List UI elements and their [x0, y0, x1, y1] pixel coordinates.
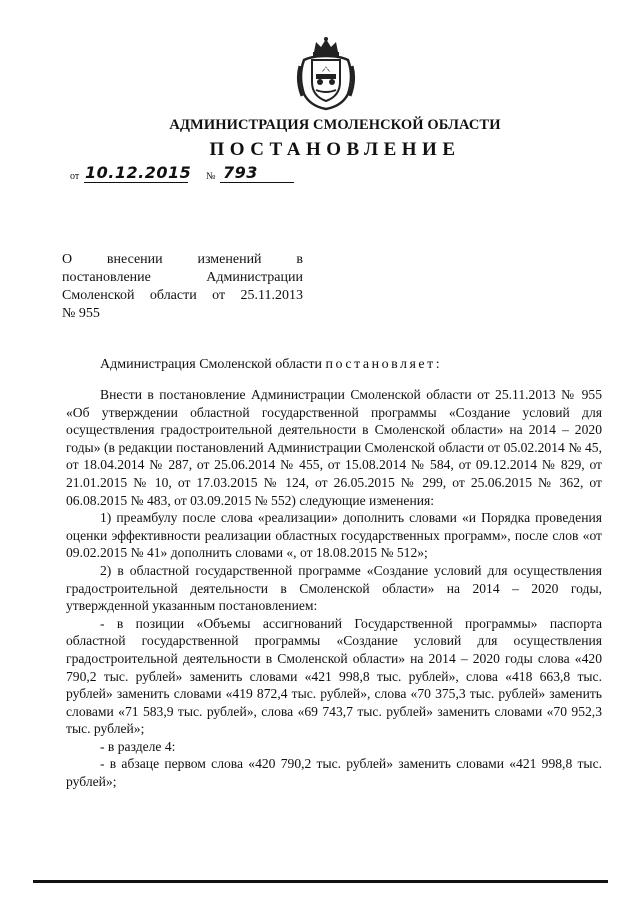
- subject-line: [62, 287, 303, 305]
- document-body: [66, 386, 602, 791]
- subject-word: от: [212, 288, 226, 303]
- subject-word: в: [296, 252, 303, 267]
- body-paragraph: Внести в постановление Администрации Смоленской области от 25.11.2013 № 955 «Об утверждении областной государственной программы «Создание условий для осуществления градостроительной деятельности в Смоленской области» на 2014 – 2020 годы» (в редакции постановлений Администрации Смоленской области от 05.02.2014 № 45, от 18.04.2014 № 287, от 25.06.2014 № 455, от 15.08.2014 № 584, от 09.12.2014 № 829, от 21.01.2015 № 10, от 17.03.2015 № 124, от 26.05.2015 № 299, от 25.06.2015 № 362, от 06.08.2015 № 483, от 03.09.2015 № 552) следующие изменения:: [66, 387, 602, 508]
- body-paragraph: - в позиции «Объемы ассигнований Государственной программы» паспорта областной государственной программы «Создание условий для осуществления градостроительной деятельности в Смоленской области» на 2014 – 2020 годы слова «420 790,2 тыс. рублей» заменить словами «421 998,8 тыс. рублей», слова «418 663,8 тыс. рублей» заменить словами «419 872,4 тыс. рублей», слова «70 375,3 тыс. рублей» заменить словами «71 583,9 тыс. рублей», слова «69 743,7 тыс. рублей» заменить словами «70 952,3 тыс. рублей»;: [66, 615, 602, 737]
- body-paragraph: - в абзаце первом слова «420 790,2 тыс. рублей» заменить словами «421 998,8 тыс. рублей»;: [66, 756, 602, 790]
- subject-word: внесении: [106, 252, 163, 267]
- number-label: №: [206, 171, 216, 182]
- date-number-line: [70, 163, 310, 185]
- org-title: АДМИНИСТРАЦИЯ СМОЛЕНСКОЙ ОБЛАСТИ: [169, 117, 501, 133]
- subject-line: № 955: [62, 306, 100, 321]
- date-value: 10.12.2015: [85, 163, 192, 182]
- subject-word: изменений: [197, 252, 262, 267]
- document-type-title: ПОСТАНОВЛЕНИЕ: [209, 139, 461, 160]
- subject-word: 25.11.2013: [240, 288, 303, 303]
- date-underline: [84, 182, 188, 183]
- subject-word: О: [62, 252, 73, 267]
- bottom-rule-divider: [33, 880, 608, 883]
- subject-line: [62, 269, 303, 287]
- body-paragraph: 1) преамбулу после слова «реализации» дополнить словами «и Порядка проведения оценки эффективности реализации областных государственных программ», после слов «от 09.02.2015 № 41» дополнить словами «, от 18.08.2015 № 512»;: [66, 510, 602, 561]
- intro-verb: постановляет:: [325, 357, 443, 372]
- body-paragraph: - в разделе 4:: [100, 738, 176, 754]
- body-paragraph: 2) в областной государственной программе «Создание условий для осуществления градостроительной деятельности в Смоленской области» на 2014 – 2020 годы, утвержденной указанным постановлением:: [66, 562, 602, 614]
- coat-of-arms-emblem: [296, 36, 356, 111]
- intro-sentence: [100, 356, 442, 374]
- date-from-label: от: [70, 171, 80, 182]
- subject-word: постановление: [62, 270, 151, 285]
- subject-word: Смоленской: [62, 288, 135, 303]
- number-underline: [220, 182, 294, 183]
- subject-line: [62, 251, 303, 269]
- subject-block: [62, 251, 303, 323]
- subject-word: области: [149, 288, 197, 303]
- intro-prefix: Администрация Смоленской области: [100, 357, 323, 372]
- number-value: 793: [223, 163, 258, 182]
- subject-word: Администрации: [206, 270, 303, 285]
